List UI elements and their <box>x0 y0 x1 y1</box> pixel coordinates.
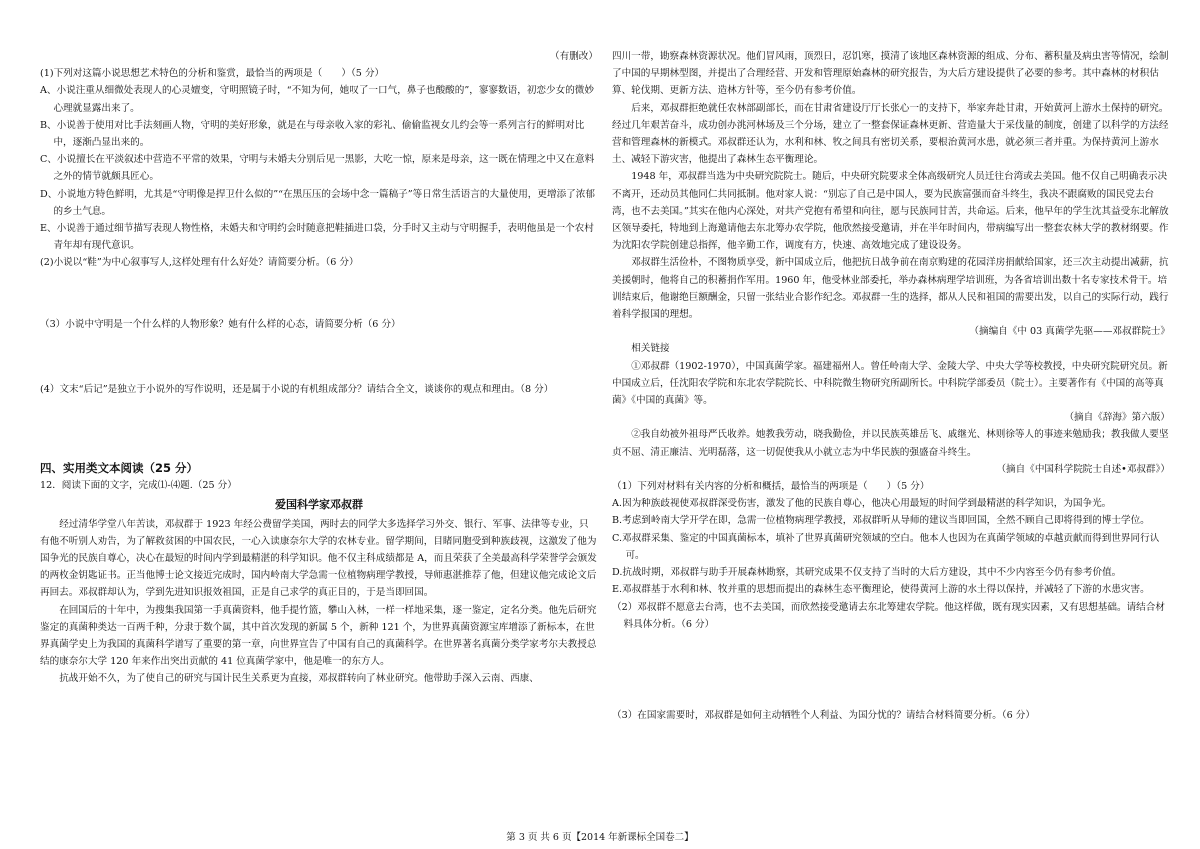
r-q1-option-a: A.因为种族歧视使邓叔群深受伤害，激发了他的民族自尊心，他决心用最短的时间学到最精湛的科学知识，为国争光。 <box>612 498 1112 510</box>
section-title: 四、实用类文本阅读（25 分） <box>40 461 199 476</box>
related-link-1-source: （摘自《辞海》第六版） <box>1064 412 1170 424</box>
r-q1-option-c: C.邓叔群采集、鉴定的中国真菌标本，填补了世界真菌研究领域的空白。他本人也因为在真菌学领域的卓越贡献而得到世界同行认可。 <box>612 532 1160 561</box>
q3-question: （3）小说中守明是一个什么样的人物形象？她有什么样的心态，请简要分析（6 分） <box>40 318 401 330</box>
q12-intro: 12．阅读下面的文字，完成⑴-⑷题.（25 分） <box>40 480 237 492</box>
r-q1-option-d: D.抗战时期，邓叔群与助手开展森林勘察，其研究成果不仅支持了当时的大后方建设，其中不少内容至今仍有参考价值。 <box>612 567 1122 579</box>
r-q3-question: （3）在国家需要时，邓叔群是如何主动牺牲个人利益、为国分忧的？请结合材料简要分析。（6 分） <box>612 709 1035 721</box>
article-paragraph: 抗战开始不久，为了使自己的研究与国计民生关系更为直接，邓叔群转向了林业研究。他带助手深入云南、西康、 <box>59 673 539 685</box>
related-link-2: ②我自幼被外祖母严氏收养。她教我劳动，晓我勤俭，并以民族英雄岳飞、戚继光、林则徐等人的事迹来勉励我；教我做人要坚贞不屈、清正廉洁、光明磊落，这一切促使我从小就立志为中华民族的强盛奋斗终生。 <box>612 429 1169 458</box>
article-paragraph: 四川一带，勘察森林资源状况。他们冒风雨，顶烈日，忍饥寒，摸清了该地区森林资源的组成、分布、蓄积量及病虫害等情况，绘制了中国的早期林型图，并提出了合理经营、开发和管理原始森林的研究报告，为大后方建设提供了必要的参考。其中森林的材积估算、轮伐期、更新方法、造林方针等，至今仍有参考价值。 <box>612 51 1169 97</box>
r-q1-stem: （1）下列对材料有关内容的分析和概括，最恰当的两项是（ ）（5 分） <box>612 481 930 493</box>
answer-space <box>40 333 598 381</box>
answer-space <box>40 272 598 316</box>
q1-option-d: D、小说地方特色鲜明，尤其是“守明像是捍卫什么似的”“在黑压压的会场中念一篇稿子”等日常生活语言的大量使用，更增添了浓郁的乡土气息。 <box>40 188 595 217</box>
right-column <box>612 48 1170 724</box>
left-column <box>40 48 598 688</box>
article-paragraph: 在回国后的十年中，为搜集我国第一手真菌资料，他手提竹篮，攀山入林，一样一样地采集，逐一鉴定，定名分类。他先后研究鉴定的真菌种类达一百两千种，分隶于数个属，其中首次发现的新属 5 个，新种 121 个，为世界真菌资源宝库增添了新标本，在世界真菌学史上为我国的真菌科学谱写了重要的第一章，向世界宣告了中国有自己的真菌科学。在世界著名真菌分类学家考尔夫教授总结的康奈尔大学 120 年来作出突出贡献的 41 位真菌学家中，他是唯一的东方人。 <box>40 604 597 668</box>
q1-option-c: C、小说擅长在平淡叙述中营造不平常的效果，守明与未婚夫分别后见一黑影，大吃一惊，原来是母亲，这一既在情理之中又在意料之外的情节就颇具匠心。 <box>40 154 595 183</box>
r-q1-option-b: B.考虑到岭南大学开学在即，急需一位植物病理学教授，邓叔群听从导师的建议当即回国，全然不顾自己即将得到的博士学位。 <box>612 515 1150 527</box>
q1-stem: (1)下列对这篇小说思想艺术特色的分析和鉴赏，最恰当的两项是（ ）（5 分） <box>40 68 385 80</box>
article-title: 爱国科学家邓叔群 <box>275 498 363 512</box>
answer-space <box>40 398 598 452</box>
article-paragraph: 邓叔群生活俭朴，不图物质享受，新中国成立后，他把抗日战争前在南京购建的花园洋房捐献给国家，还三次主动提出减薪，抗美援朝时，他将自己的积蓄捐作军用。1960 年，他受林业部委托，举办森林病理学培训班，为各省培训出数十名专家技术骨干。培训结束后，他谢绝巨额酬金，只留一张结业合影作纪念。邓叔群一生的选择，都从人民和祖国的需要出发，以自己的实际行动，践行着科学报国的理想。 <box>612 257 1169 321</box>
r-q1-option-e: E.邓叔群基于水利和林、牧并重的思想而提出的森林生态平衡理论，使得黄河上游的水土得以保持，并减轻了下游的水患灾害。 <box>612 584 1150 596</box>
article-source: （摘编自《中 03 真菌学先驱——邓叔群院士》 <box>969 326 1170 338</box>
related-link-1: ①邓叔群（1902-1970），中国真菌学家。福建福州人。曾任岭南大学、金陵大学、中央大学等校教授，中央研究院研究员。新中国成立后，任沈阳农学院和东北农学院院长、中科院微生物研究所副所长。中科院学部委员（院士）。主要著作有《中国的高等真菌》《中国的真菌》等。 <box>612 360 1168 407</box>
related-links-heading: 相关链接 <box>631 343 670 355</box>
r-q2-question: （2）邓叔群不愿意去台湾，也不去美国，而欣然接受邀请去东北筹建农学院。他这样做，既有现实因素，又有思想基础。请结合材料具体分析。（6 分） <box>612 601 1165 630</box>
article-paragraph: 经过清华学堂八年苦读，邓叔群于 1923 年经公费留学美国，两时去的同学大多选择学习外交、银行、军事、法律等专业，只有他不听别人劝告，为了解救贫困的中国农民，一心入读康奈尔大学的农林专业。留学期间，目睹同胞受到种族歧视，这激发了他为国争光的民族自尊心，决心在最短的时间内学到最精湛的科学知识。他不仅主科成绩都是 A，而且荣获了全美最高科学荣誉学会颁发的两枚金钥匙证书。正当他博士论文接近完成时，国内岭南大学急需一位植物病理学教授，导师惠湛推荐了他，但建议他完成论文后再回去。邓叔群却认为，学到先进知识报效祖国，正是自己求学的真正目的，于是当即回国。 <box>40 518 597 599</box>
q1-option-e: E、小说善于通过细节描写表现人物性格，未婚夫和守明约会时随意把鞋插进口袋，分手时又主动与守明握手，表明他虽是一个农村青年却有现代意识。 <box>40 223 594 252</box>
q1-option-a: A、小说注重从细微处表现人的心灵嬗变，守明照镜子时，“不知为何，她叹了一口气，鼻子也酸酸的”，寥寥数语，初恋少女的微妙心理就显露出来了。 <box>40 85 594 114</box>
q2-question: (2)小说以“鞋”为中心叙事写人,这样处理有什么好处？请简要分析。（6 分） <box>40 257 359 269</box>
article-paragraph: 1948 年，邓叔群当选为中央研究院院士。随后，中央研究院要求全体高级研究人员迁往台湾或去美国。他不仅自己明确表示决不离开，还动员其他同仁共同抵制。他对家人说：“别忘了自己是中国人，要为民族富强而奋斗终生，我决不跟腐败的国民党去台湾，也不去美国。”其实在他内心深处，对共产党抱有希望和向往，愿与民族同甘苦，共命运。后来，他早年的学生沈其益受东北解放区领导委托，特地到上海邀请他去东北筹办农学院，他欣然接受邀请，并在半年时间内，带病编写出一整套农林大学的教材纲要。作为沈阳农学院创建总指挥，他辛勤工作，调度有方，快速、高效地完成了建设设务。 <box>612 171 1169 252</box>
related-link-2-source: （摘自《中国科学院院士自述•邓叔群》） <box>996 463 1170 475</box>
article-paragraph: 后来，邓叔群拒绝就任农林部副部长，而在甘肃省建设厅厅长张心一的支持下，举家奔赴甘肃，开始黄河上游水土保持的研究。经过几年艰苦奋斗，成功创办洮河林场及三个分场，建立了一整套保证森林更新、营造量大于采伐量的制度，创建了以科学的方法经营和管理森林的新模式。邓叔群还认为，水利和林、牧之间具有密切关系，要根治黄河水患，就必须三者并重。为保持黄河上游水土、减轻下游灾害，他提出了森林生态平衡理论。 <box>612 102 1169 166</box>
answer-space <box>612 633 1170 707</box>
page-footer: 第 3 页 共 6 页【2014 年新课标全国卷二】 <box>506 832 694 843</box>
story-attribution: （有删改） <box>550 51 598 62</box>
q4-question: (4）文末“后记”是独立于小说外的写作说明，还是属于小说的有机组成部分？请结合全文，谈谈你的观点和理由。（8 分） <box>40 383 554 395</box>
q1-option-b: B、小说善于使用对比手法刻画人物，守明的美好形象，就是在与母亲收入家的彩礼、偷偷监视女儿约会等一系列言行的鲜明对比中，逐渐凸显出来的。 <box>40 119 585 149</box>
